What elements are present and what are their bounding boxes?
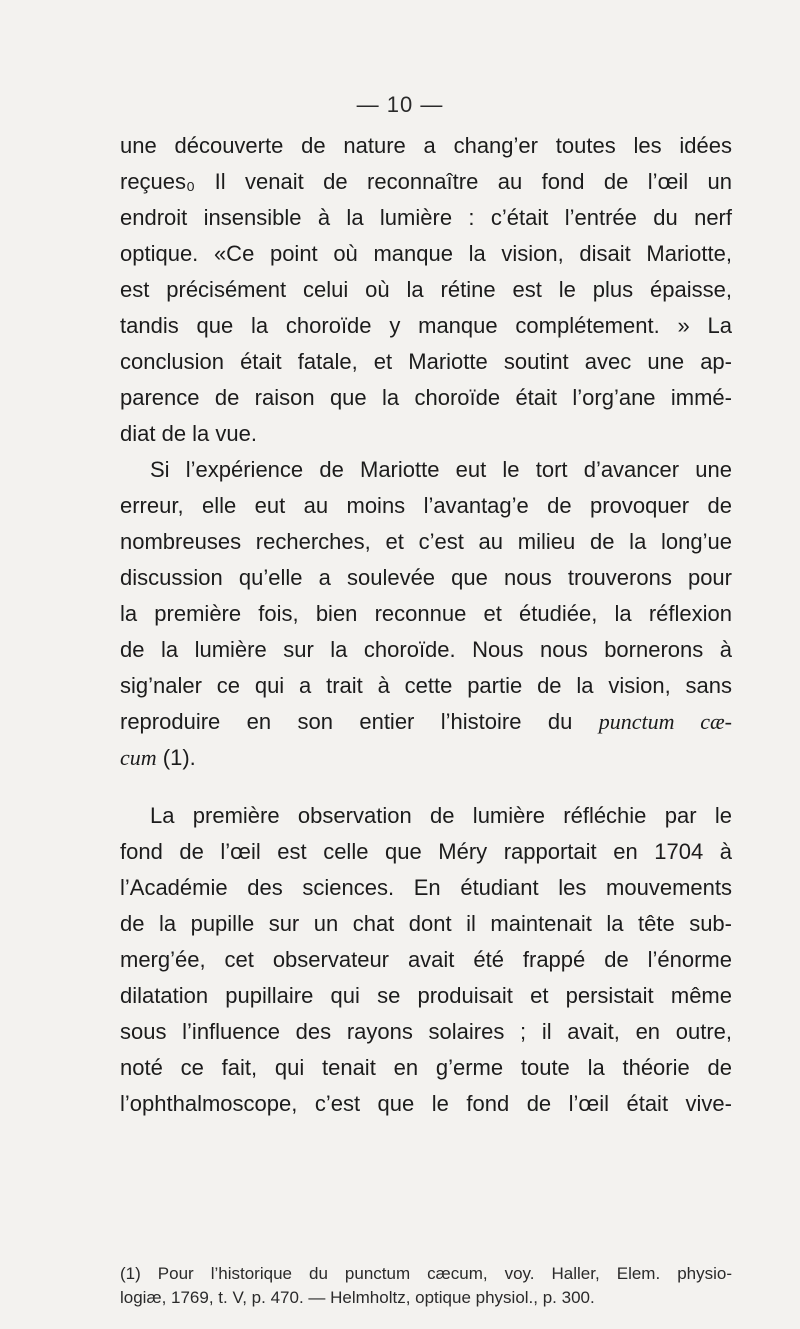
text-line: conclusion était fatale, et Mariotte soutint avec une ap- [120,349,732,374]
paragraph-spacer [120,776,732,798]
text-segment: reproduire en son entier l’histoire du [120,709,573,734]
text-line: noté ce fait, qui tenait en g’erme toute la théorie de [120,1055,732,1080]
text-line: reçues₀ Il venait de reconnaître au fond de l’œil un [120,169,732,194]
body-text [120,128,732,1122]
text-line: tandis que la choroïde y manque complétement. » La [120,313,732,338]
footnote [120,1262,732,1310]
text-line: erreur, elle eut au moins l’avantag’e de provoquer de [120,493,732,518]
text-line: de la pupille sur un chat dont il maintenait la tête sub- [120,911,732,936]
paragraph-2 [120,452,732,776]
text-line: Si l’expérience de Mariotte eut le tort d’avancer une [150,457,732,482]
text-line: dilatation pupillaire qui se produisait et persistait même [120,983,732,1008]
text-line: nombreuses recherches, et c’est au milieu de la long’ue [120,529,732,554]
paragraph-3 [120,798,732,1122]
text-line: diat de la vue. [120,421,257,446]
italic-term: cum [120,745,157,770]
text-line: sig’naler ce qui a trait à cette partie de la vision, sans [120,673,732,698]
text-line: discussion qu’elle a soulevée que nous trouverons pour [120,565,732,590]
text-line: La première observation de lumière réfléchie par le [150,803,732,828]
italic-term: punctum cæ- [598,709,732,734]
text-line: l’ophthalmoscope, c’est que le fond de l’œil était vive- [120,1091,732,1116]
text-line: endroit insensible à la lumière : c’était l’entrée du nerf [120,205,732,230]
text-line: de la lumière sur la choroïde. Nous nous bornerons à [120,637,732,662]
text-line: optique. «Ce point où manque la vision, disait Mariotte, [120,241,732,266]
text-line [120,740,732,776]
footnote-line: logiæ, 1769, t. V, p. 470. — Helmholtz, optique physiol., p. 300. [120,1288,595,1307]
text-line: sous l’influence des rayons solaires ; il avait, en outre, [120,1019,732,1044]
page-number: — 10 — [356,92,444,117]
text-line: fond de l’œil est celle que Méry rapportait en 1704 à [120,839,732,864]
footnote-reference: (1). [156,745,196,770]
text-line: une découverte de nature a chang’er toutes les idées [120,133,732,158]
footnote-line: (1) Pour l’historique du punctum cæcum, voy. Haller, Elem. physio- [120,1264,732,1283]
text-line: la première fois, bien reconnue et étudiée, la réflexion [120,601,732,626]
text-line: merg’ée, cet observateur avait été frappé de l’énorme [120,947,732,972]
text-line: l’Académie des sciences. En étudiant les mouvements [120,875,732,900]
text-line: est précisément celui où la rétine est le plus épaisse, [120,277,732,302]
paragraph-1 [120,128,732,452]
text-line [120,704,732,740]
text-line: parence de raison que la choroïde était l’org’ane immé- [120,385,732,410]
